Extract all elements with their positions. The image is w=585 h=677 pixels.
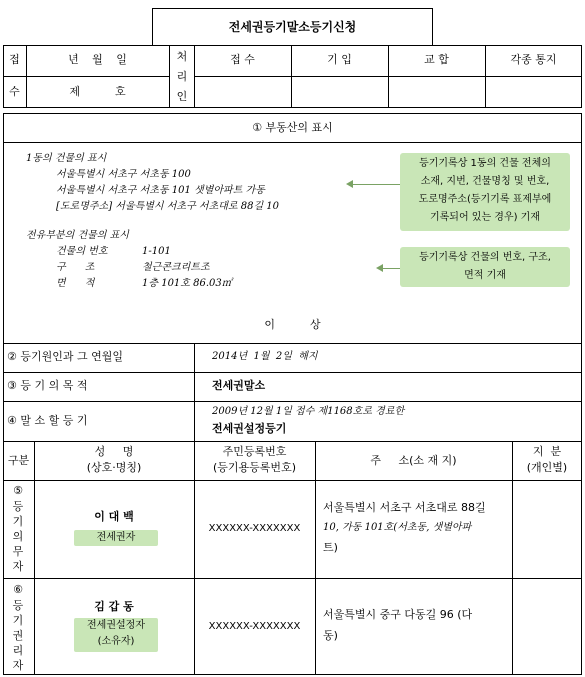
cancel-value-1: 2009년 12월 1일 접수 제1168호로 경료한 [212, 406, 405, 417]
section1-heading: ① 부동산의 표시 [252, 121, 333, 134]
col-gubun: 구분 [7, 454, 30, 467]
building-no-label: 건물의 번호 [56, 246, 108, 257]
holder-role: 전세권설정자 (소유자) [74, 618, 158, 652]
structure-label: 구 조 [56, 262, 95, 273]
col-share-1: 지 분 [532, 445, 562, 458]
holder-address-1: 서울특별시 중구 다동길 96 (다 [323, 608, 473, 621]
area: 1층 101호 86.03㎡ [142, 278, 232, 289]
obligor-name: 이 대 백 [94, 510, 134, 523]
col-notice: 각종 통지 [510, 53, 557, 66]
obligor-role: 전세권자 [74, 530, 158, 546]
col-gyohap: 교 합 [424, 53, 449, 66]
col-id-2: (등기용등록번호) [213, 461, 296, 474]
col-id-1: 주민등록번호 [222, 445, 287, 458]
callout1: 등기기록상 1동의 건물 전체의 소재, 지번, 건물명칭 및 번호, 도로명주소(등기기록 표제부에 기록되어 있는 경우) 기재 [400, 153, 570, 231]
callout2-arrowhead [376, 264, 383, 272]
cancel-label: ④ 말 소 할 등 기 [7, 414, 88, 427]
reception-su: 수 [9, 85, 20, 98]
col-giip: 기 입 [327, 53, 352, 66]
col-name-2: (상호·명칭) [86, 461, 142, 474]
cause-value: 2014년 1월 2일 해지 [212, 351, 318, 362]
purpose-label: ③ 등 기 의 목 적 [7, 379, 88, 392]
col-addr: 주 소(소 재 지) [370, 454, 457, 467]
reception-date-label: 년 월 일 [68, 53, 127, 66]
holder-id: XXXXXX-XXXXXXX [208, 621, 301, 632]
callout2-arrow [382, 268, 400, 269]
obligor-address-2: 10, 가동 101호(서초동, 샛별아파 [323, 522, 472, 533]
area-label: 면 적 [56, 278, 95, 289]
col-jeopsu: 접 수 [230, 53, 255, 66]
address-2: 서울특별시 서초구 서초동 101 샛별아파트 가동 [56, 185, 265, 196]
structure: 철근콘크리트조 [142, 262, 210, 273]
obligor-address-1: 서울특별시 서초구 서초대로 88길 [323, 501, 486, 514]
cheorin-3: 인 [176, 90, 188, 103]
holder-name: 김 갑 동 [94, 600, 134, 613]
holder-mark: ⑥ [13, 583, 23, 596]
callout2: 등기기록상 건물의 번호, 구조, 면적 기재 [400, 247, 570, 287]
building-no: 1-101 [142, 246, 171, 257]
road-address: [도로명주소] 서울특별시 서초구 서초대로 88길 10 [56, 201, 280, 212]
holder-address-2: 동) [323, 629, 338, 642]
exclusive-heading: 전유부분의 건물의 표시 [26, 230, 129, 241]
callout1-arrow [352, 184, 400, 185]
reception-number-label: 제 호 [69, 85, 126, 98]
col-share-2: (개인별) [526, 461, 568, 474]
cancel-value-2: 전세권설정등기 [212, 422, 287, 435]
building-heading: 1동의 건물의 표시 [26, 153, 107, 164]
obligor-mark: ⑤ [13, 484, 23, 497]
cheorin-1: 처 [176, 50, 188, 63]
end-mark: 이 상 [264, 318, 321, 331]
page-title: 전세권등기말소등기신청 [228, 20, 357, 34]
purpose-value: 전세권말소 [212, 379, 266, 392]
cause-label: ② 등기원인과 그 연월일 [7, 350, 123, 363]
address-1: 서울특별시 서초구 서초동 100 [56, 169, 191, 180]
col-name-1: 성 명 [94, 445, 134, 458]
reception-jeop: 접 [9, 53, 20, 66]
cheorin-2: 리 [176, 70, 188, 83]
obligor-id: XXXXXX-XXXXXXX [208, 523, 301, 534]
obligor-address-3: 트) [323, 541, 338, 554]
callout1-arrowhead [346, 180, 353, 188]
